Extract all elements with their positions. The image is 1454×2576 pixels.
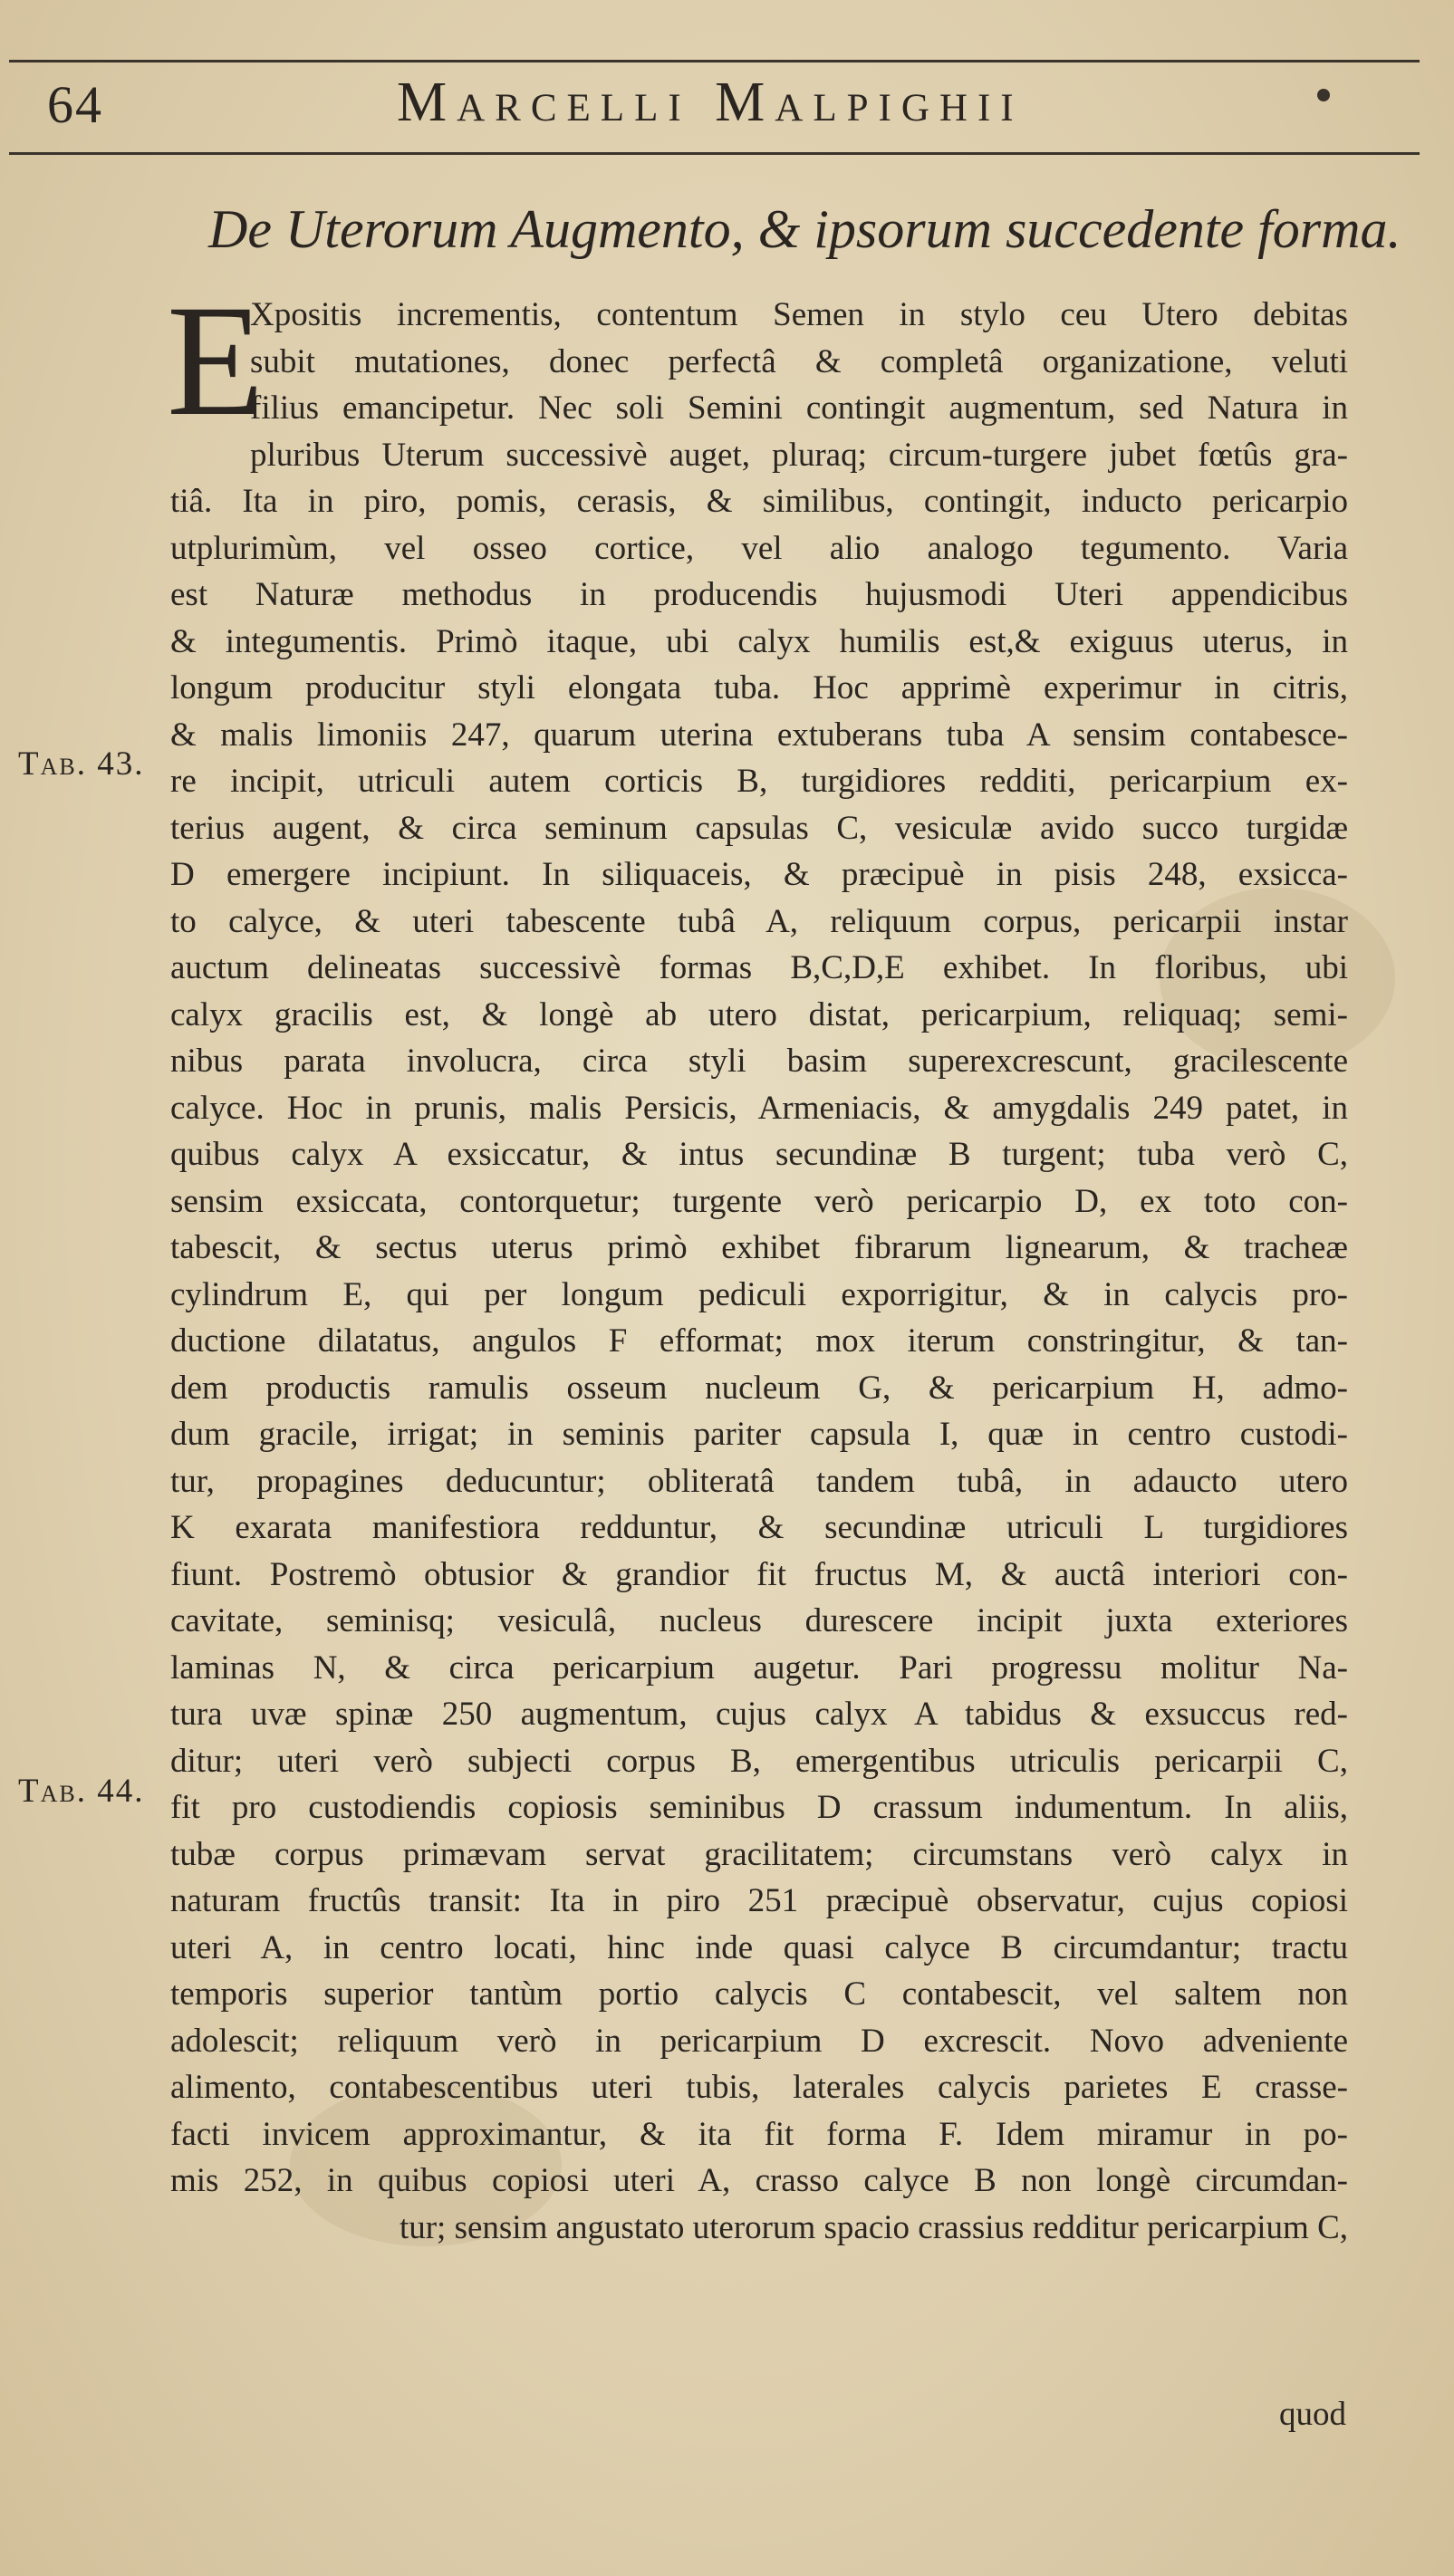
text-line: filius emancipetur. Nec soli Semini contingit augmentum, sed Natura in <box>250 389 1348 427</box>
running-head: Marcelli Malpighii <box>397 72 1024 133</box>
text-line: pluribus Uterum successivè auget, pluraq; circum-turgere jubet fœtûs gra- <box>250 436 1348 474</box>
text-line: D emergere incipiunt. In siliquaceis, & præcipuè in pisis 248, exsicca- <box>170 856 1348 893</box>
text-line: terius augent, & circa seminum capsulas C, vesiculæ avido succo turgidæ <box>170 809 1348 847</box>
margin-note-tab-43: Tab. 43. <box>18 745 145 783</box>
text-line: dem productis ramulis osseum nucleum G, & pericarpium H, admo- <box>170 1369 1348 1407</box>
text-line: adolescit; reliquum verò in pericarpium D excrescit. Novo adveniente <box>170 2022 1348 2060</box>
text-line: naturam fructûs transit: Ita in piro 251 præcipuè observatur, cujus copiosi <box>170 1882 1348 1919</box>
text-line: ditur; uteri verò subjecti corpus B, emergentibus utriculis pericarpii C, <box>170 1742 1348 1780</box>
text-line: to calyce, & uteri tabescente tubâ A, reliquum corpus, pericarpii instar <box>170 902 1348 940</box>
text-line: Xpositis incrementis, contentum Semen in stylo ceu Utero debitas <box>250 296 1348 333</box>
ink-speck <box>1317 89 1330 101</box>
drop-cap: E <box>167 273 265 449</box>
text-line: tabescit, & sectus uterus primò exhibet fibrarum lignearum, & tracheæ <box>170 1229 1348 1266</box>
text-line: tiâ. Ita in piro, pomis, cerasis, & similibus, contingit, inducto pericarpio <box>170 483 1348 520</box>
text-line: re incipit, utriculi autem corticis B, turgidiores redditi, pericarpium ex- <box>170 763 1348 800</box>
text-line: calyce. Hoc in prunis, malis Persicis, Armeniacis, & amygdalis 249 patet, in <box>170 1089 1348 1127</box>
text-line: cylindrum E, qui per longum pediculi exporrigitur, & in calycis pro- <box>170 1275 1348 1313</box>
text-line: fiunt. Postremò obtusior & grandior fit fructus M, & auctâ interiori con- <box>170 1555 1348 1593</box>
text-line: uteri A, in centro locati, hinc inde quasi calyce B circumdantur; tractu <box>170 1928 1348 1966</box>
text-line: tubæ corpus primævam servat gracilitatem; circumstans verò calyx in <box>170 1835 1348 1873</box>
text-line: temporis superior tantùm portio calycis C contabescit, vel saltem non <box>170 1975 1348 2013</box>
text-line: subit mutationes, donec perfectâ & completâ organizatione, veluti <box>250 342 1348 380</box>
body-text <box>167 273 1348 2251</box>
header-rule-top <box>9 60 1420 62</box>
text-line: mis 252, in quibus copiosi uteri A, crasso calyce B non longè circumdan- <box>170 2162 1348 2199</box>
text-line: auctum delineatas successivè formas B,C,D,E exhibet. In floribus, ubi <box>170 949 1348 986</box>
text-line: quibus calyx A exsiccatur, & intus secundinæ B turgent; tuba verò C, <box>170 1136 1348 1173</box>
header-rule-bottom <box>9 152 1420 155</box>
text-line: utplurimùm, vel osseo cortice, vel alio analogo tegumento. Varia <box>170 529 1348 567</box>
text-line: cavitate, seminisq; vesiculâ, nucleus durescere incipit juxta exteriores <box>170 1602 1348 1639</box>
text-line: tur, propagines deducuntur; obliteratâ tandem tubâ, in adaucto utero <box>170 1462 1348 1500</box>
text-line: fit pro custodiendis copiosis seminibus D crassum indumentum. In aliis, <box>170 1789 1348 1826</box>
text-line: tur; sensim angustato uterorum spacio crassius redditur pericarpium C, <box>399 2208 1348 2246</box>
text-line: longum producitur styli elongata tuba. Hoc apprimè experimur in citris, <box>170 669 1348 706</box>
text-line: laminas N, & circa pericarpium augetur. Pari progressu molitur Na- <box>170 1648 1348 1687</box>
text-line: K exarata manifestiora redduntur, & secundinæ utriculi L turgidiores <box>170 1509 1348 1546</box>
text-line: facti invicem approximantur, & ita fit forma F. Idem miramur in po- <box>170 2115 1348 2153</box>
text-line: calyx gracilis est, & longè ab utero distat, pericarpium, reliquaq; semi- <box>170 995 1348 1033</box>
section-title: De Uterorum Augmento, & ipsorum succedente forma. <box>208 199 1401 259</box>
text-line: & integumentis. Primò itaque, ubi calyx humilis est,& exiguus uterus, in <box>170 622 1348 660</box>
text-line: alimento, contabescentibus uteri tubis, laterales calycis parietes E crasse- <box>170 2069 1348 2106</box>
text-line: ductione dilatatus, angulos F efformat; mox iterum constringitur, & tan- <box>170 1322 1348 1360</box>
text-line: & malis limoniis 247, quarum uterina extuberans tuba A sensim contabesce- <box>170 716 1348 754</box>
catchword: quod <box>1279 2396 1346 2433</box>
text-line: sensim exsiccata, contorquetur; turgente verò pericarpio D, ex toto con- <box>170 1182 1348 1220</box>
text-line: dum gracile, irrigat; in seminis pariter capsula I, quæ in centro custodi- <box>170 1416 1348 1453</box>
text-line: est Naturæ methodus in producendis hujusmodi Uteri appendicibus <box>170 576 1348 613</box>
text-line: tura uvæ spinæ 250 augmentum, cujus calyx A tabidus & exsuccus red- <box>170 1696 1348 1733</box>
margin-note-tab-44: Tab. 44. <box>18 1773 145 1810</box>
text-line: nibus parata involucra, circa styli basim superexcrescunt, gracilescente <box>170 1043 1348 1080</box>
page-number: 64 <box>47 75 103 134</box>
